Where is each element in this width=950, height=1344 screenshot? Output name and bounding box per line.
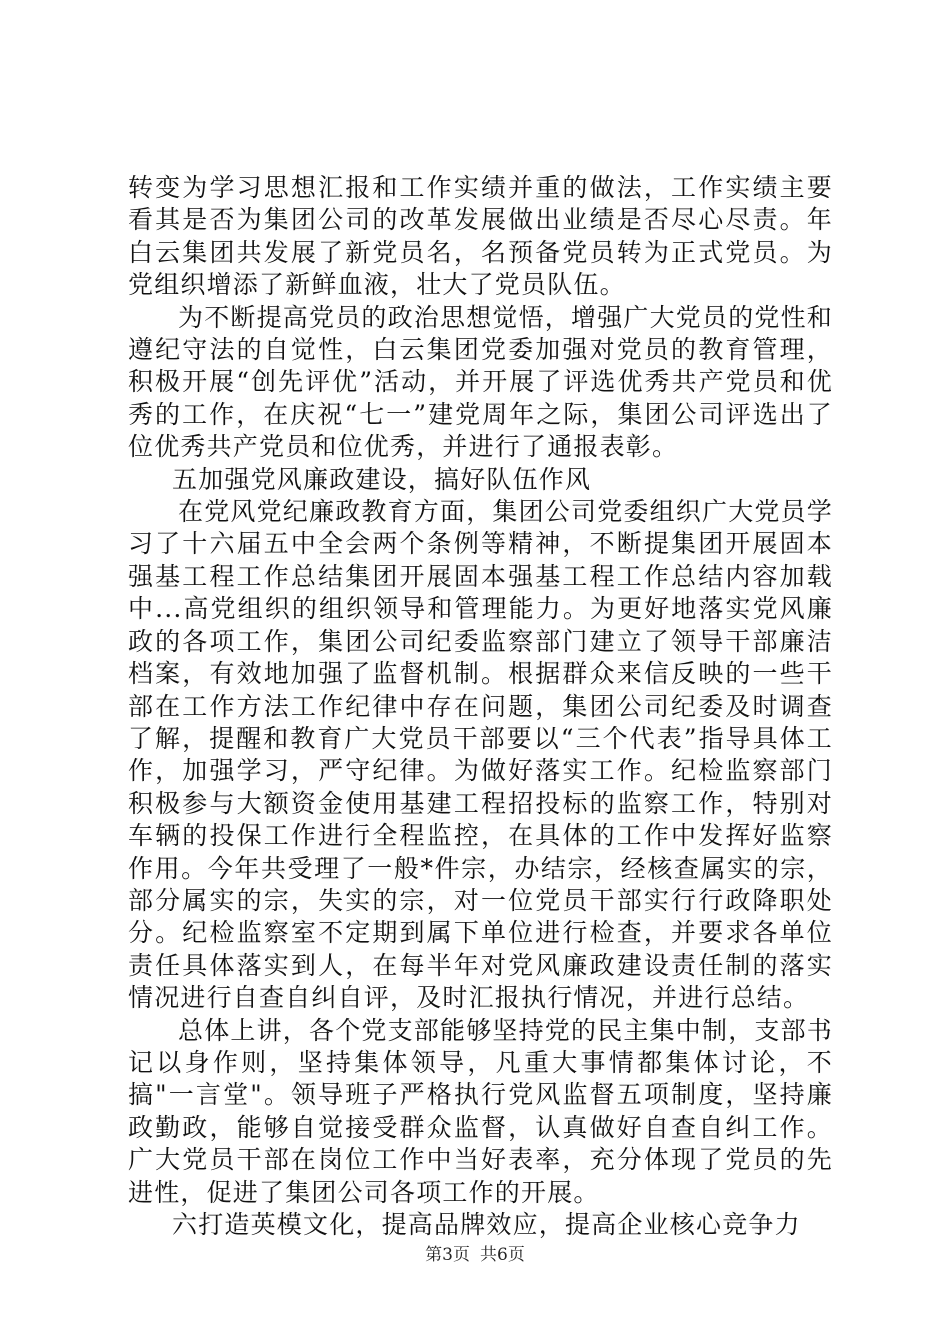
paragraph-summary: 总体上讲，各个党支部能够坚持党的民主集中制，支部书记以身作则，坚持集体领导，凡重大事情都集体讨论，不搞"一言堂"。领导班子严格执行党风监督五项制度，坚持廉政勤政，能够自觉接受群众监督，认真做好自查自纠工作。广大党员干部在岗位工作中当好表率，充分体现了党员的先进性，促进了集团公司各项工作的开展。	[128, 1015, 834, 1207]
paragraph-continuation: 转变为学习思想汇报和工作实绩并重的做法，工作实绩主要看其是否为集团公司的改革发展做出业绩是否尽心尽责。年白云集团共发展了新党员名，名预备党员转为正式党员。为党组织增添了新鲜血液，壮大了党员队伍。	[128, 173, 833, 300]
section-heading-6: 六打造英模文化，提高品牌效应，提高企业核心竞争力	[172, 1210, 801, 1239]
paragraph-party-education: 为不断提高党员的政治思想觉悟，增强广大党员的党性和遵纪守法的自觉性，白云集团党委加强对党员的教育管理，积极开展“创先评优”活动，并开展了评选优秀共产党员和优秀的工作，在庆祝“七一”建党周年之际，集团公司评选出了位优秀共产党员和位优秀，并进行了通报表彰。	[128, 302, 834, 462]
paragraph-integrity-education: 在党风党纪廉政教育方面，集团公司党委组织广大党员学习了十六届五中全会两个条例等精神，不断提集团开展固本强基工程工作总结集团开展固本强基工程工作总结内容加载中...高党组织的组织领导和管理能力。为更好地落实党风廉政的各项工作，集团公司纪委监察部门建立了领导干部廉洁档案，有效地加强了监督机制。根据群众来信反映的一些干部在工作方法工作纪律中存在问题，集团公司纪委及时调查了解，提醒和教育广大党员干部要以“三个代表”指导具体工作，加强学习，严守纪律。为做好落实工作。纪检监察部门积极参与大额资金使用基建工程招投标的监察工作，特别对车辆的投保工作进行全程监控，在具体的工作中发挥好监察作用。今年共受理了一般*件宗，办结宗，经核查属实的宗，部分属实的宗，失实的宗，对一位党员干部实行行政降职处分。纪检监察室不定期到属下单位进行检查，并要求各单位责任具体落实到人，在每半年对党风廉政建设责任制的落实情况进行自查自纠自评，及时汇报执行情况，并进行总结。	[128, 497, 834, 1013]
document-body	[128, 172, 833, 1241]
page-number: 第3页	[425, 1245, 470, 1265]
section-heading-5: 五加强党风廉政建设，搞好队伍作风	[172, 464, 592, 494]
page-footer	[0, 1244, 950, 1266]
page-total: 共6页	[480, 1245, 525, 1265]
